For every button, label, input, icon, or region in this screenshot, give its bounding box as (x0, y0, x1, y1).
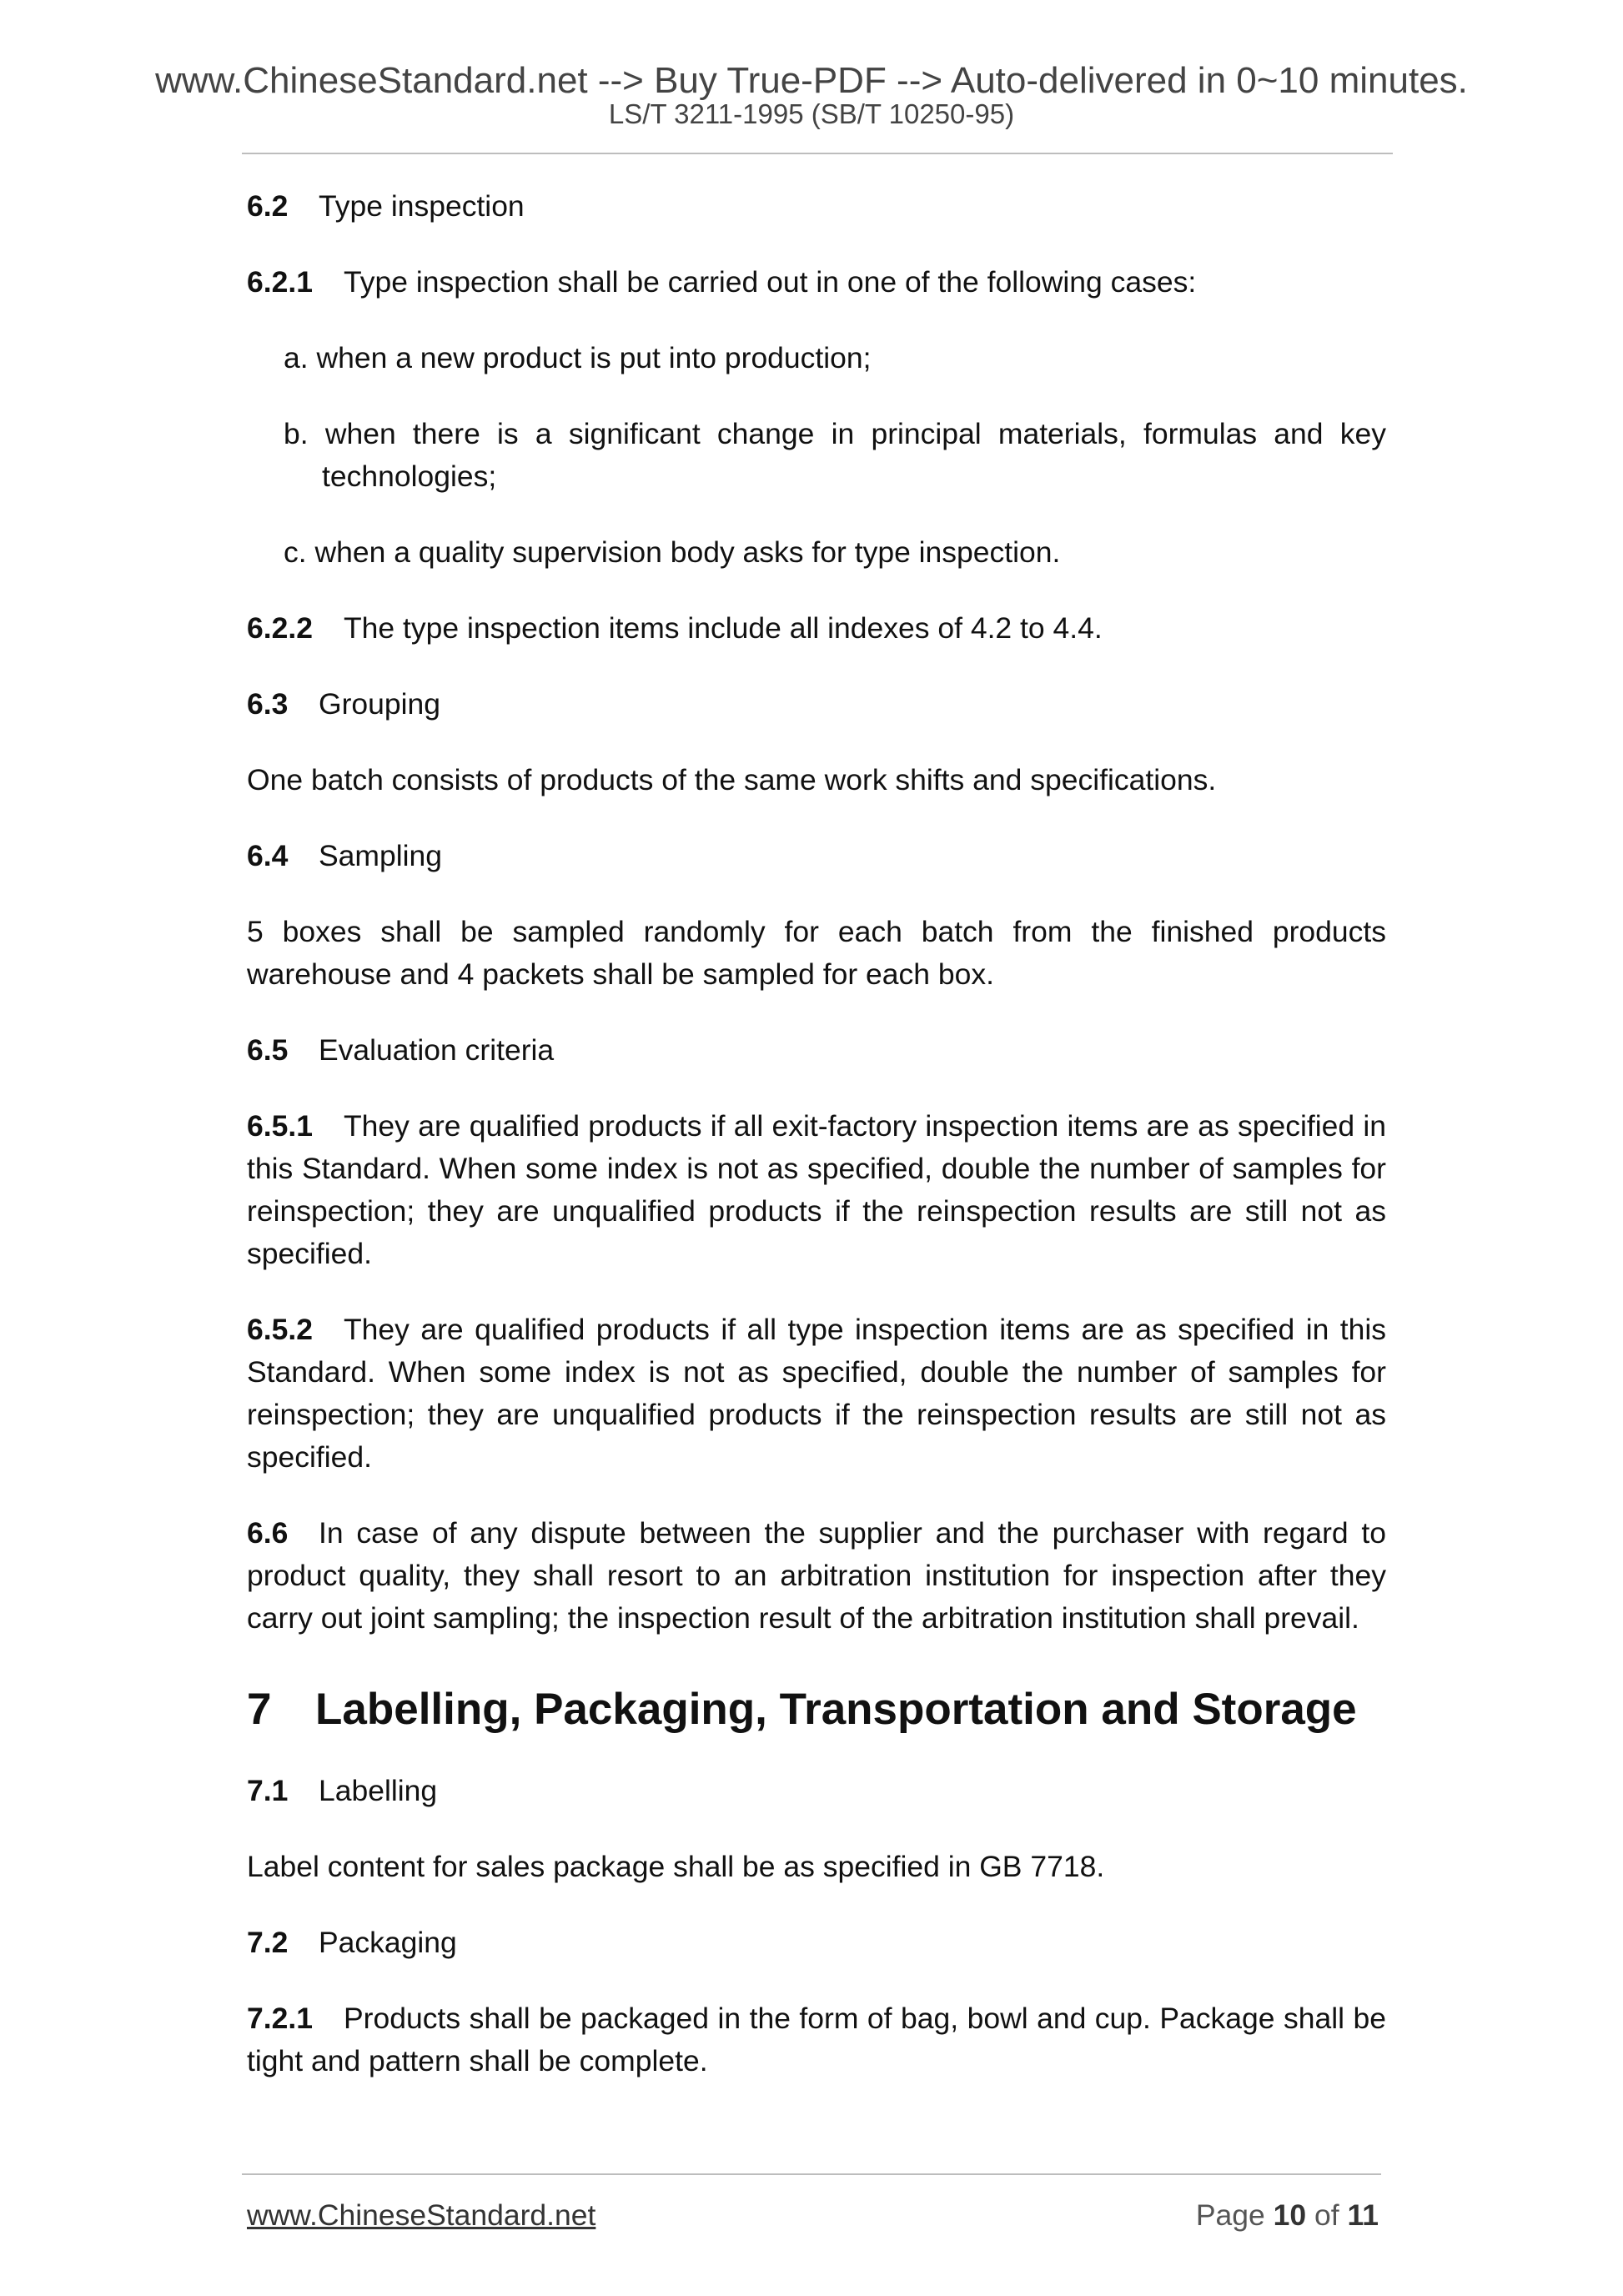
clause-text: Products shall be packaged in the form of bag, bowl and cup. Package shall be tight and pattern shall be complete. (247, 2002, 1386, 2077)
section-7-2-heading (247, 1922, 1386, 1964)
clause-number: 7.2.1 (247, 2002, 313, 2035)
page-number (1196, 2198, 1379, 2233)
section-6-5-heading (247, 1029, 1386, 1072)
section-6-2-heading (247, 185, 1386, 228)
page-current: 10 (1273, 2198, 1307, 2232)
clause-6-6 (247, 1512, 1386, 1640)
header-banner: www.ChineseStandard.net --> Buy True-PDF --> Auto-delivered in 0~10 minutes. (155, 60, 1468, 101)
chapter-number: 7 (247, 1685, 272, 1734)
clause-number: 6.5.2 (247, 1313, 313, 1346)
clause-6-2-1 (247, 261, 1386, 304)
list-item-c: c. when a quality supervision body asks for type inspection. (284, 535, 1061, 569)
paragraph-labelling: Label content for sales package shall be as specified in GB 7718. (247, 1850, 1105, 1883)
section-title: Sampling (319, 839, 442, 872)
clause-6-5-2 (247, 1309, 1386, 1479)
section-title: Packaging (319, 1926, 457, 1959)
list-item-b: b. when there is a significant change in principal materials, formulas and key technologies; (284, 417, 1386, 493)
clause-text: They are qualified products if all type inspection items are as specified in this Standard. When some index is not as specified, double the number of samples for reinspection; they are unqualified products if the reinspection results are still not as specified. (247, 1313, 1386, 1474)
clause-7-2-1 (247, 1997, 1386, 2082)
section-number: 7.1 (247, 1774, 289, 1807)
clause-text: In case of any dispute between the supplier and the purchaser with regard to product quality, they shall resort to an arbitration institution for inspection after they carry out joint sampling; the inspection result of the arbitration institution shall prevail. (247, 1516, 1386, 1635)
standard-code: LS/T 3211-1995 (SB/T 10250-95) (608, 98, 1015, 129)
section-title: Labelling (319, 1774, 438, 1807)
clause-number: 6.6 (247, 1516, 289, 1550)
clause-number: 6.5.1 (247, 1109, 313, 1143)
clause-6-5-1 (247, 1105, 1386, 1275)
clause-text: They are qualified products if all exit-factory inspection items are as specified in this Standard. When some index is not as specified, double the number of samples for reinspection; they are unqualified products if the reinspection results are still not as specified. (247, 1109, 1386, 1270)
paragraph-grouping: One batch consists of products of the same work shifts and specifications. (247, 763, 1217, 796)
section-number: 6.5 (247, 1033, 289, 1067)
section-number: 6.3 (247, 687, 289, 721)
section-title: Evaluation criteria (319, 1033, 555, 1067)
header-divider (242, 153, 1393, 154)
paragraph-sampling: 5 boxes shall be sampled randomly for each batch from the finished products warehouse and 4 packets shall be sampled for each box. (247, 915, 1386, 991)
clause-text: The type inspection items include all indexes of 4.2 to 4.4. (344, 611, 1103, 645)
section-6-4-heading (247, 835, 1386, 877)
chapter-title: Labelling, Packaging, Transportation and Storage (315, 1685, 1357, 1734)
section-6-3-heading (247, 683, 1386, 726)
chapter-7-heading (247, 1683, 1386, 1736)
section-7-1-heading (247, 1770, 1386, 1812)
section-number: 6.4 (247, 839, 289, 872)
document-body (247, 185, 1386, 2116)
list-item-a: a. when a new product is put into production; (284, 341, 872, 374)
clause-number: 6.2.1 (247, 265, 313, 299)
footer-website-link[interactable]: www.ChineseStandard.net (247, 2198, 596, 2232)
section-title: Grouping (319, 687, 441, 721)
clause-number: 6.2.2 (247, 611, 313, 645)
page-total: 11 (1347, 2198, 1379, 2232)
section-title: Type inspection (319, 189, 525, 223)
section-number: 7.2 (247, 1926, 289, 1959)
clause-6-2-2 (247, 607, 1386, 650)
page-word: Page (1195, 2198, 1265, 2232)
clause-text: Type inspection shall be carried out in one of the following cases: (344, 265, 1197, 299)
page-of: of (1314, 2198, 1339, 2232)
footer-divider (242, 2173, 1381, 2175)
section-number: 6.2 (247, 189, 289, 223)
